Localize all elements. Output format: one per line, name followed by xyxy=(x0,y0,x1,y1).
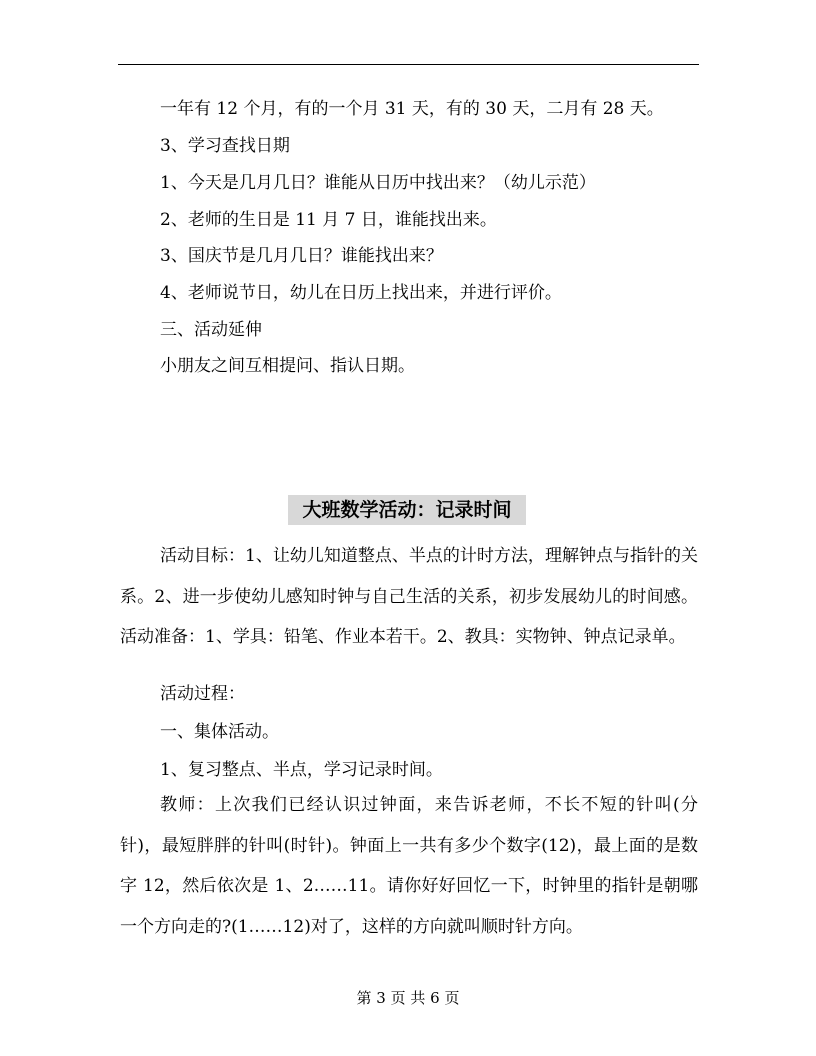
text-line-group-activity: 一、集体活动。 xyxy=(160,722,279,742)
text-line-extension: 小朋友之间互相提问、指认日期。 xyxy=(160,356,415,376)
text-line-national-day: 3、国庆节是几月几日？谁能找出来？ xyxy=(160,246,443,266)
header-rule xyxy=(118,64,699,65)
text-line-process-heading: 活动过程： xyxy=(160,684,245,704)
page-footer: 第 3 页 共 6 页 xyxy=(356,989,460,1007)
section-title: 大班数学活动：记录时间 xyxy=(288,495,526,525)
paragraph-goals: 活动目标：1、让幼儿知道整点、半点的计时方法，理解钟点与指针的关系。2、进一步使幼儿感知时钟与自己生活的关系，初步发展幼儿的时间感。活动准备：1、学具：铅笔、作业本若干。2、教具：实物钟、钟点记录单。 xyxy=(120,546,698,647)
text-line-holidays: 4、老师说节日，幼儿在日历上找出来，并进行评价。 xyxy=(160,283,562,303)
text-line-step3-heading: 3、学习查找日期 xyxy=(160,136,290,156)
text-line-months: 一年有 12 个月，有的一个月 31 天，有的 30 天，二月有 28 天。 xyxy=(160,99,664,119)
text-line-extension-heading: 三、活动延伸 xyxy=(160,320,262,340)
text-line-review: 1、复习整点、半点，学习记录时间。 xyxy=(160,760,443,780)
text-line-today: 1、今天是几月几日？谁能从日历中找出来？（幼儿示范） xyxy=(160,173,596,193)
text-line-teacher-birthday: 2、老师的生日是 11 月 7 日，谁能找出来。 xyxy=(160,210,497,230)
paragraph-teacher: 教师：上次我们已经认识过钟面，来告诉老师，不长不短的针叫(分针)，最短胖胖的针叫(时针)。钟面上一共有多少个数字(12)，最上面的是数字 12，然后依次是 1、2……11。请你好好回忆一下，时钟里的指针是朝哪一个方向走的?(1……12)对了，这样的方向就叫顺时针方向。 xyxy=(120,795,698,937)
